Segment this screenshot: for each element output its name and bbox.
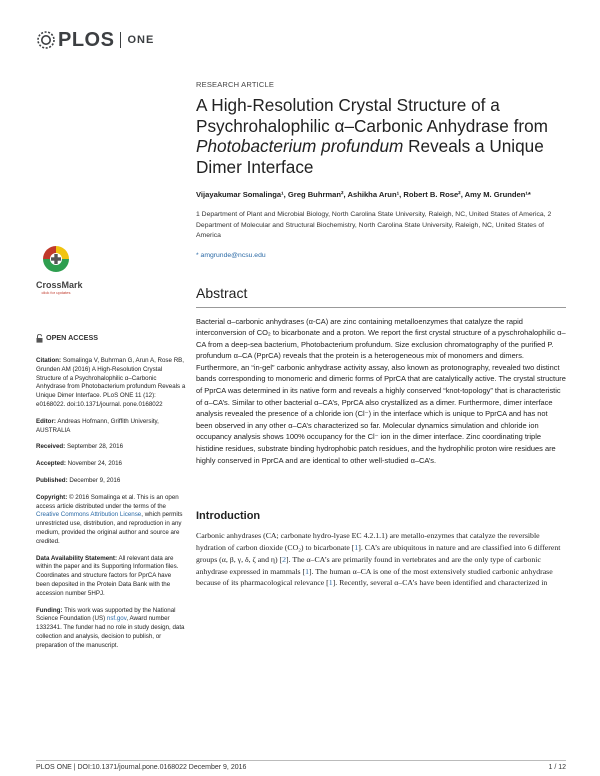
open-access-label: OPEN ACCESS (46, 333, 99, 343)
accepted-block (36, 460, 186, 469)
data-availability-block (36, 555, 186, 599)
intro-text-a: Carbonic anhydrases (CA; carbonate hydro-lyase EC 4.2.1.1) are metallo-enzymes that catalyze the reversible hydration of carbon dioxide (CO₂) to bicarbonate [ (196, 531, 540, 553)
data-availability-text: All relevant data are within the paper and its Supporting Information files. Coordinates and structure factors for PprCA have been deposited in the Protein Data Bank with the accession number 5HPJ. (36, 554, 179, 597)
article-title (196, 95, 566, 177)
data-availability-label: Data Availability Statement: (36, 554, 118, 562)
introduction-heading: Introduction (196, 510, 261, 523)
citation-text: Somalinga V, Buhrman G, Arun A, Rose RB, Grunden AM (2016) A High-Resolution Crystal Structure of a Psychrohalophilic α–Carbonic Anhydrase from Photobacterium profundum Reveals a Unique Dimer Interface. PLoS ONE 11 (12): e0168022. doi:10.1371/journal. pone.0168022 (36, 357, 186, 408)
copyright-text-pre: © 2016 Somalinga et al. This is an open access article distributed under the terms of the (36, 493, 179, 510)
copyright-block (36, 494, 186, 547)
copyright-label: Copyright: (36, 493, 68, 501)
page-number: 1 / 12 (548, 764, 566, 771)
crossmark-icon (36, 244, 76, 274)
title-part-1: A High-Resolution Crystal Structure of a Psychrohalophilic α–Carbonic Anhydrase from (196, 95, 548, 136)
nsf-link[interactable]: nsf.gov (106, 615, 127, 623)
accepted-date: November 24, 2016 (67, 460, 123, 468)
reference-link[interactable]: 1 (328, 578, 333, 588)
corresponding-email-link[interactable]: * amgrunde@ncsu.edu (196, 251, 266, 259)
author-list: Vijayakumar Somalinga¹, Greg Buhrman², Ashikha Arun¹, Robert B. Rose², Amy M. Grunden¹* (196, 190, 531, 199)
open-lock-icon (36, 334, 43, 343)
crossmark-badge[interactable] (36, 244, 83, 295)
citation-label: Citation: (36, 357, 62, 364)
footer-citation: PLOS ONE | DOI:10.1371/journal.pone.0168022 December 9, 2016 (36, 764, 247, 771)
crossmark-label: CrossMark (36, 280, 83, 290)
funding-text-post: , Award number 1332341. The funder had no role in study design, data collection and analysis, decision to publish, or preparation of the manuscript. (36, 615, 185, 649)
article-info-sidebar (36, 334, 186, 659)
editor-block (36, 418, 186, 436)
open-access-badge (36, 334, 186, 343)
article-main (196, 80, 566, 589)
footer-divider (36, 760, 566, 761)
reference-link[interactable]: 1 (305, 566, 310, 576)
funding-text-pre: This work was supported by the National Science Foundation (US) (36, 606, 176, 623)
published-label: Published: (36, 476, 68, 484)
funding-block (36, 607, 186, 651)
intro-text-c: ]. The α–CA’s are primarily found in vertebrates and are the only type of carbonic anhydrase expressed in mammals [ (196, 554, 541, 576)
introduction-text (196, 530, 566, 589)
editor-text: Andreas Hofmann, Griffith University, AUSTRALIA (36, 417, 159, 434)
received-date: September 28, 2016 (66, 443, 124, 451)
received-block (36, 443, 186, 452)
copyright-text-post: , which permits unrestricted use, distribution, and reproduction in any medium, provided the original author and source are credited. (36, 511, 183, 545)
published-date: December 9, 2016 (69, 476, 121, 484)
affiliations: 1 Department of Plant and Microbial Biology, North Carolina State University, Raleigh, NC, United States of America, 2 Department of Molecular and Structural Biochemistry, North Carolina State University, Raleigh, NC, United States of America (196, 211, 552, 239)
intro-text-d: ]. The human α–CA is one of the most extensively studied carbonic anhydrase because of its pharmacological relevance [ (196, 566, 553, 588)
citation-block (36, 357, 186, 410)
plos-one-logo[interactable] (36, 30, 154, 50)
intro-text-e: ]. Recently, several α–CA’s have been identified and characterized in (332, 578, 548, 588)
abstract-heading: Abstract (196, 284, 248, 301)
published-block (36, 477, 186, 486)
reference-link[interactable]: 1 (354, 543, 359, 553)
abstract-text: Bacterial α–carbonic anhydrases (α-CA) are zinc containing metalloenzymes that catalyze the rapid interconversion of CO₂ to bicarbonate and a proton. We report the first crystal structure of a pyschrohalophilic α–CA from a deep-sea bacterium, Photobacterium profundum. Size exclusion chromatography of the purified P. profundum α–CA (PprCA) reveals that the protein is a heterogeneous mix of monomers and dimers. Furthermore, an “in-gel” carbonic anhydrase activity assay, also known as protonography, revealed two distinct bands corresponding to monomeric and dimeric forms of PprCA that are catalytically active. The crystal structure of PprCA was determined in its native form and reveals a highly conserved “knot-topology” that is characteristic of α–CA’s. Similar to other bacterial α–CA’s, PprCA also crystallized as a dimer. Furthermore, dimer interface analysis revealed the presence of a chloride ion (Cl⁻) in the interface which is unique to PprCA and has not been observed in any other α–CA’s characterized so far. Molecular dynamics simulation and chloride ion occupancy analysis shows 100% occupancy for the Cl⁻ ion in the dimer interface. Zinc coordinating triple histidine residues, substrate binding hydrophobic patch residues, and the hydrophilic proton wire residues are highly conserved in PprCA and are identical to other well-studied α–CA’s. (196, 316, 566, 465)
funding-label: Funding: (36, 606, 63, 614)
cc-license-link[interactable]: Creative Commons Attribution License (36, 511, 142, 519)
reference-link[interactable]: 2 (282, 554, 287, 564)
accepted-label: Accepted: (36, 460, 66, 468)
title-species: Photobacterium profundum (196, 136, 404, 156)
title-part-2: Reveals a Unique Dimer Interface (196, 136, 544, 177)
plos-logo-icon (36, 30, 56, 50)
logo-divider (120, 32, 121, 48)
received-label: Received: (36, 443, 66, 451)
logo-journal-text: ONE (127, 34, 155, 46)
intro-text-b: ]. CA’s are ubiquitous in nature and are classified into 6 different groups (α, β, γ, δ, ζ and η) [ (196, 543, 561, 564)
abstract-divider (196, 307, 566, 308)
logo-plos-text: PLOS (58, 28, 115, 51)
editor-label: Editor: (36, 417, 56, 425)
article-type: RESEARCH ARTICLE (196, 80, 275, 89)
crossmark-sublabel: click for updates (41, 290, 71, 295)
